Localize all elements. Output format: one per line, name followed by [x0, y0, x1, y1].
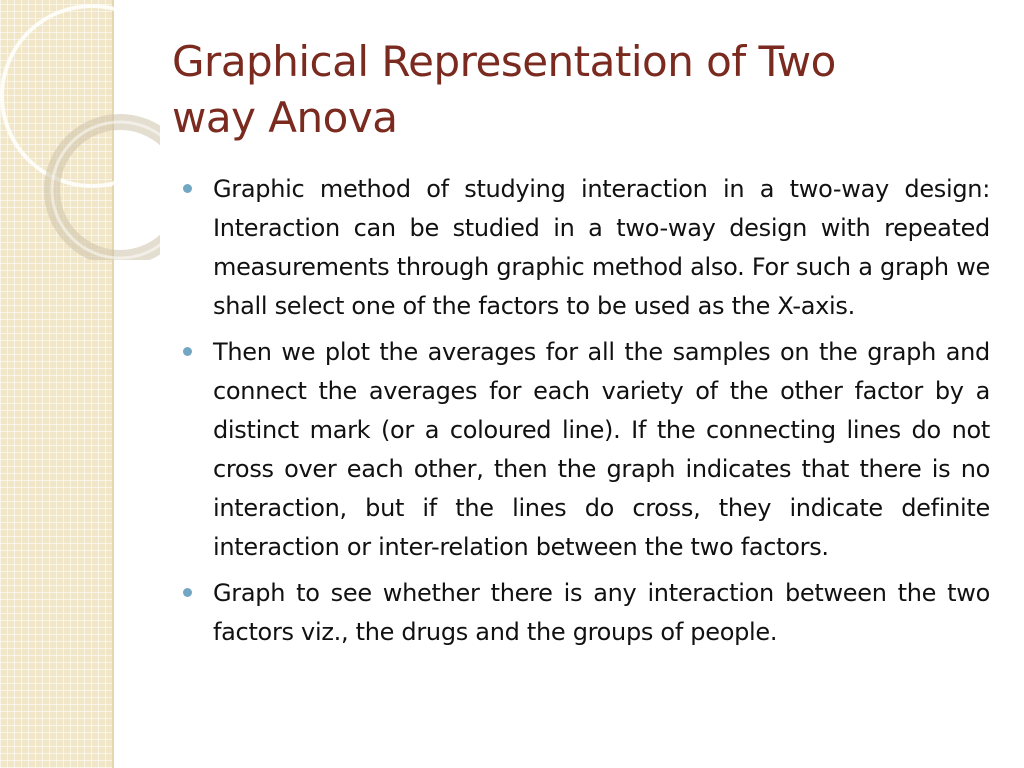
slide-title — [172, 34, 972, 146]
bullet-dot-icon — [183, 184, 192, 193]
bullet-dot-icon — [183, 588, 192, 597]
decorative-ring-large — [2, 6, 160, 186]
bullet-item — [180, 333, 990, 567]
bullet-text: Then we plot the averages for all the samples on the graph and connect the averages for each variety of the other factor by a distinct mark (or a coloured line). If the connecting lines do not cross over each other, then the graph indicates that there is no interaction, but if the lines do cross, they indicate definite interaction or inter-relation between the two factors. — [213, 338, 990, 561]
bullet-list — [180, 170, 990, 659]
decorative-ring-small — [52, 122, 160, 258]
bullet-text: Graph to see whether there is any interaction between the two factors viz., the drugs and the groups of people. — [213, 579, 990, 646]
bullet-dot-icon — [183, 347, 192, 356]
decorative-circles — [0, 0, 160, 260]
bullet-item — [180, 170, 990, 326]
slide-title-line-2: way Anova — [172, 93, 398, 142]
bullet-item — [180, 574, 990, 652]
slide-title-line-1: Graphical Representation of Two — [172, 37, 836, 86]
bullet-text: Graphic method of studying interaction in a two-way design: Interaction can be studied in a two-way design with repeated measurements through graphic method also. For such a graph we shall select one of the factors to be used as the X-axis. — [213, 175, 990, 320]
